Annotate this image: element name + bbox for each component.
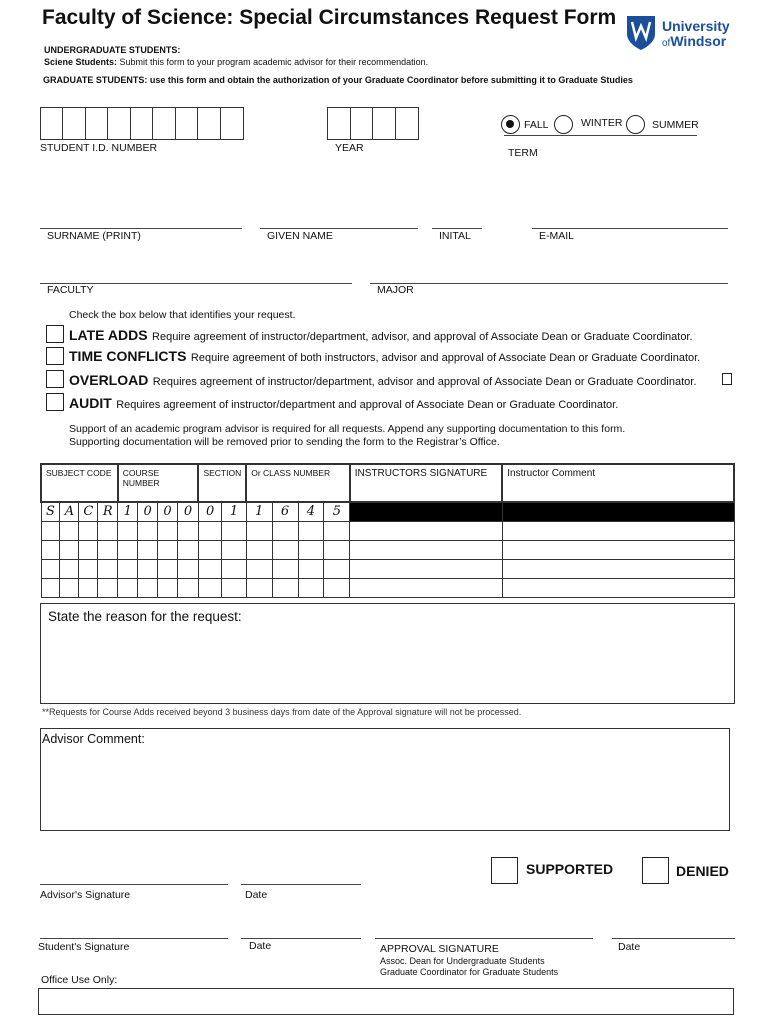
instructor-signature-header: INSTRUCTORS SIGNATURE [350, 464, 502, 502]
advisor-signature-label: Advisor's Signature [40, 889, 131, 901]
logo-university: University [662, 18, 730, 34]
approval-signature-input[interactable] [375, 938, 593, 939]
office-use-box[interactable] [38, 988, 734, 1015]
class-digit[interactable]: 1 [246, 502, 272, 521]
table-row [41, 521, 734, 540]
table-row [41, 559, 734, 578]
support-line-1: Support of an academic program advisor is required for all requests. Append any supporting documentation to this form. [69, 423, 626, 435]
major-label: MAJOR [377, 284, 414, 296]
approval-line-2: Graduate Coordinator for Graduate Students [380, 967, 559, 977]
advisor-signature-input[interactable] [40, 884, 228, 885]
logo-of: of [662, 38, 671, 49]
undergrad-label: Sciene Students: [44, 57, 118, 67]
supported-label: SUPPORTED [526, 861, 614, 877]
course-digit[interactable]: 0 [138, 502, 158, 521]
undergrad-heading: UNDERGRADUATE STUDENTS: [44, 45, 181, 55]
year-input[interactable] [327, 107, 419, 140]
initial-label: INITAL [439, 230, 471, 242]
table-row [41, 502, 734, 521]
time-conflicts-desc: Require agreement of both instructors, advisor and approval of Associate Dean or Graduate Coordinator. [190, 352, 701, 364]
logo-windsor: Windsor [670, 33, 727, 49]
undergrad-instructions [44, 57, 428, 67]
table-row [41, 540, 734, 559]
office-use-label: Office Use Only: [41, 974, 118, 986]
shield-icon [624, 14, 658, 52]
term-fall-label: FALL [524, 119, 549, 131]
approval-date-label: Date [618, 941, 641, 953]
reason-label: State the reason for the request: [48, 609, 242, 624]
instructor-signature-cell[interactable] [350, 502, 502, 521]
support-line-2: Supporting documentation will be removed prior to sending the form to the Registrar’s Office. [69, 436, 500, 448]
course-digit[interactable]: 0 [158, 502, 178, 521]
overload-extra-checkbox[interactable] [722, 373, 732, 385]
reason-note: **Requests for Course Adds received beyond 3 business days from date of the Approval signature will not be processed. [42, 707, 522, 717]
supported-checkbox[interactable] [491, 857, 518, 884]
graduate-instructions: GRADUATE STUDENTS: use this form and obtain the authorization of your Graduate Coordinator before submitting it to Graduate Studies [43, 75, 633, 85]
student-signature-input[interactable] [40, 938, 228, 939]
student-id-input[interactable] [40, 107, 244, 140]
class-digit[interactable]: 6 [272, 502, 298, 521]
section-digit[interactable]: 0 [198, 502, 221, 521]
term-winter-label: WINTER [581, 117, 623, 129]
class-digit[interactable]: 5 [324, 502, 350, 521]
late-adds-option [69, 327, 693, 345]
advisor-date-label: Date [245, 889, 268, 901]
undergrad-text: Submit this form to your program academic advisor for their recommendation. [119, 57, 429, 67]
time-conflicts-option [69, 348, 700, 366]
student-signature-label: Student's Signature [38, 941, 130, 953]
surname-input[interactable] [40, 228, 242, 229]
email-input[interactable] [532, 228, 728, 229]
subject-char[interactable]: S [41, 502, 60, 521]
student-id-label: STUDENT I.D. NUMBER [40, 142, 158, 154]
term-label: TERM [508, 147, 538, 159]
late-adds-desc: Require agreement of instructor/department, advisor, and approval of Associate Dean or Graduate Coordinator. [152, 331, 693, 343]
course-number-header: COURSE NUMBER [118, 464, 199, 502]
course-digit[interactable]: 1 [118, 502, 138, 521]
subject-code-header: SUBJECT CODE [41, 464, 118, 502]
approval-line-1: Assoc. Dean for Undergraduate Students [380, 956, 545, 966]
student-date-input[interactable] [241, 938, 361, 939]
overload-option [69, 372, 696, 390]
audit-option [69, 395, 618, 413]
section-digit[interactable]: 1 [222, 502, 246, 521]
year-label: YEAR [335, 142, 364, 154]
class-digit[interactable]: 4 [298, 502, 324, 521]
advisor-comment-label: Advisor Comment: [42, 732, 145, 746]
surname-label: SURNAME (PRINT) [47, 230, 141, 242]
time-conflicts-checkbox[interactable] [46, 347, 64, 365]
instructor-comment-cell[interactable] [502, 502, 734, 521]
approval-label: APPROVAL SIGNATURE [380, 943, 499, 955]
late-adds-checkbox[interactable] [46, 325, 64, 343]
class-number-header: Or CLASS NUMBER [246, 464, 350, 502]
approval-date-input[interactable] [612, 938, 735, 939]
time-conflicts-title: TIME CONFLICTS [69, 348, 187, 364]
subject-char[interactable]: R [98, 502, 118, 521]
given-name-input[interactable] [260, 228, 418, 229]
audit-title: AUDIT [69, 395, 112, 411]
course-table [40, 463, 735, 598]
overload-title: OVERLOAD [69, 372, 149, 388]
faculty-label: FACULTY [47, 284, 94, 296]
overload-checkbox[interactable] [46, 370, 64, 388]
denied-checkbox[interactable] [642, 857, 669, 884]
request-prompt: Check the box below that identifies your request. [69, 309, 296, 321]
course-digit[interactable]: 0 [178, 502, 199, 521]
denied-label: DENIED [676, 863, 729, 879]
subject-char[interactable]: A [60, 502, 79, 521]
university-logo [624, 14, 736, 54]
audit-checkbox[interactable] [46, 393, 64, 411]
late-adds-title: LATE ADDS [69, 327, 148, 343]
initial-input[interactable] [432, 228, 482, 229]
advisor-date-input[interactable] [241, 884, 361, 885]
audit-desc: Requires agreement of instructor/department and approval of Associate Dean or Graduate Coordinator. [116, 399, 619, 411]
term-underline [504, 135, 697, 136]
given-name-label: GIVEN NAME [267, 230, 333, 242]
student-date-label: Date [249, 940, 272, 952]
subject-char[interactable]: C [79, 502, 98, 521]
table-row [41, 578, 734, 597]
form-title: Faculty of Science: Special Circumstances Request Form [42, 6, 617, 29]
section-header: SECTION [198, 464, 246, 502]
email-label: E-MAIL [539, 230, 575, 242]
major-input[interactable] [370, 283, 728, 284]
term-summer-label: SUMMER [652, 119, 699, 131]
overload-desc: Requires agreement of instructor/department, advisor and approval of Associate Dean or Graduate Coordinator. [152, 376, 697, 388]
instructor-comment-header: Instructor Comment [502, 464, 734, 502]
